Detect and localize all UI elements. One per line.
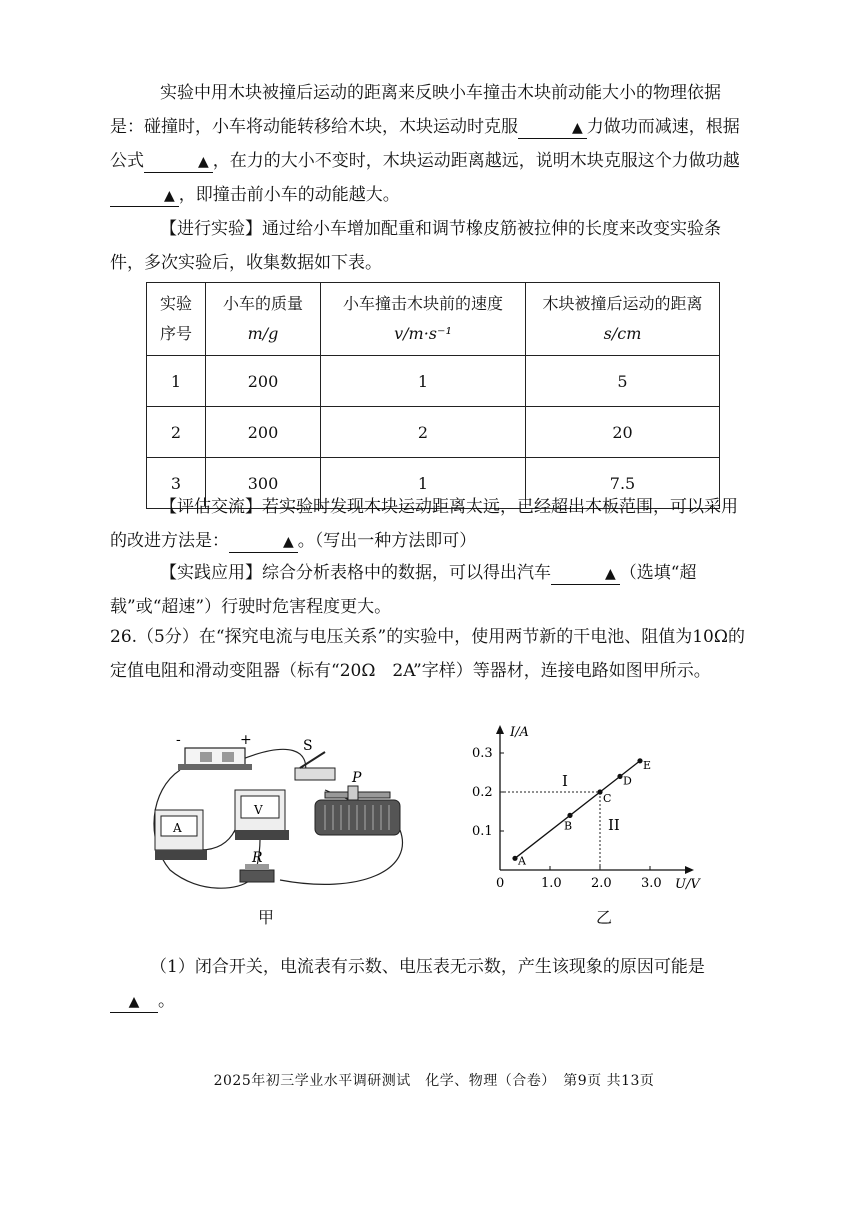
x-axis-arrow [685, 866, 694, 874]
region-label-II: II [608, 816, 620, 834]
figure-caption-jia: 甲 [258, 908, 275, 927]
text-segment: 力做功而减速，根据公式 [110, 117, 740, 171]
battery-minus-label: - [176, 732, 181, 748]
table-header-cell: 木块被撞后运动的距离 s/cm [526, 283, 720, 356]
answer-blank-3[interactable]: ▲ [110, 185, 179, 207]
paragraph-application [110, 556, 750, 624]
answer-blank-4[interactable]: ▲ [229, 531, 298, 553]
figure-caption-yi: 乙 [596, 908, 613, 927]
table-header-cell: 实验 序号 [147, 283, 206, 356]
battery-icon [178, 748, 252, 770]
answer-blank-2[interactable]: ▲ [144, 151, 213, 173]
data-point-B [567, 813, 572, 818]
table-cell: 5 [526, 356, 720, 407]
text-segment: 【实践应用】综合分析表格中的数据，可以得出汽车 [160, 563, 551, 583]
x-axis-label: U/V [675, 877, 700, 892]
paragraph-experiment [110, 212, 750, 280]
question-26-part-1 [110, 950, 750, 1018]
table-cell: 20 [526, 407, 720, 458]
text-segment: ，在力的大小不变时，木块运动距离越远，说明木块克服这个力做功越 [212, 151, 740, 171]
text-segment: （1）闭合开关，电流表有示数、电压表无示数，产生该现象的原因可能是 [150, 957, 705, 977]
battery-plus-label: + [240, 732, 252, 748]
resistor-label: R [252, 850, 263, 866]
slider-label: P [352, 770, 362, 786]
data-point-label: A [518, 854, 526, 868]
y-axis-label: I/A [510, 725, 529, 740]
table-row [147, 356, 720, 407]
x-tick-label: 2.0 [591, 876, 612, 891]
answer-blank-6[interactable]: ▲ [110, 991, 158, 1013]
page-footer: 2025年初三学业水平调研测试 化学、物理（合卷） 第9页 共13页 [213, 1073, 655, 1089]
table-cell: 3 [147, 458, 206, 509]
x-tick-label: 0 [496, 876, 505, 891]
resistor-icon [240, 864, 274, 882]
answer-blank-5[interactable]: ▲ [551, 563, 620, 585]
table-header-cell: 小车撞击木块前的速度 v/m·s⁻¹ [321, 283, 526, 356]
data-table [146, 282, 720, 509]
table-cell: 200 [206, 356, 321, 407]
rheostat-icon [315, 786, 400, 835]
switch-icon [295, 752, 335, 780]
table-cell: 7.5 [526, 458, 720, 509]
iv-graph [470, 720, 720, 900]
table-cell: 1 [321, 458, 526, 509]
ammeter-icon [155, 810, 207, 860]
y-tick-label: 0.2 [472, 785, 493, 800]
table-header-cell: 小车的质量 m/g [206, 283, 321, 356]
paragraph-energy-basis [110, 76, 750, 212]
data-point-C [597, 789, 602, 794]
data-point-A [512, 856, 517, 861]
table-cell: 2 [147, 407, 206, 458]
table-cell: 200 [206, 407, 321, 458]
wire [280, 830, 402, 884]
circuit-diagram [140, 730, 420, 900]
table-cell: 1 [147, 356, 206, 407]
wire [200, 830, 235, 850]
table-cell: 300 [206, 458, 321, 509]
table-row [147, 407, 720, 458]
text-segment: 。（写出一种方法即可） [297, 531, 477, 551]
switch-label: S [303, 738, 313, 754]
data-point-label: E [643, 758, 652, 772]
voltmeter-label: V [254, 803, 263, 817]
data-point-E [637, 758, 642, 763]
table-cell: 2 [321, 407, 526, 458]
ammeter-label: A [173, 821, 182, 835]
paragraph-evaluation [110, 490, 750, 558]
y-tick-label: 0.1 [472, 824, 493, 839]
text-segment: 实验中用木块被撞后运动的距离来反映小车撞击木块前动能大小的物理依据是：碰撞时，小车将动能转移给木块，木块运动时克服 [110, 83, 721, 137]
x-tick-label: 1.0 [541, 876, 562, 891]
x-tick-label: 3.0 [641, 876, 662, 891]
data-point-label: B [564, 819, 573, 833]
data-point-D [617, 774, 622, 779]
answer-blank-1[interactable]: ▲ [518, 117, 587, 139]
text-segment: （选填“超载”或“超速”）行驶时危害程度更大。 [110, 563, 697, 617]
y-axis-arrow [496, 725, 504, 734]
text-segment: 。 [158, 991, 175, 1011]
text-segment: 【进行实验】通过给小车增加配重和调节橡皮筋被拉伸的长度来改变实验条件，多次实验后，收集数据如下表。 [110, 219, 721, 273]
question-26 [110, 620, 750, 688]
text-segment: 26.（5分）在“探究电流与电压关系”的实验中，使用两节新的干电池、阻值为10Ω的定值电阻和滑动变阻器（标有“20Ω 2A”字样）等器材，连接电路如图甲所示。 [110, 627, 745, 681]
data-point-label: C [603, 792, 612, 805]
text-segment: ，即撞击前小车的动能越大。 [178, 185, 400, 205]
text-segment: 【评估交流】若实验时发现木块运动距离太远，已经超出木板范围，可以采用的改进方法是： [110, 497, 738, 551]
data-point-label: D [623, 774, 632, 788]
y-tick-label: 0.3 [472, 746, 493, 761]
region-label-I: I [562, 772, 568, 790]
table-cell: 1 [321, 356, 526, 407]
